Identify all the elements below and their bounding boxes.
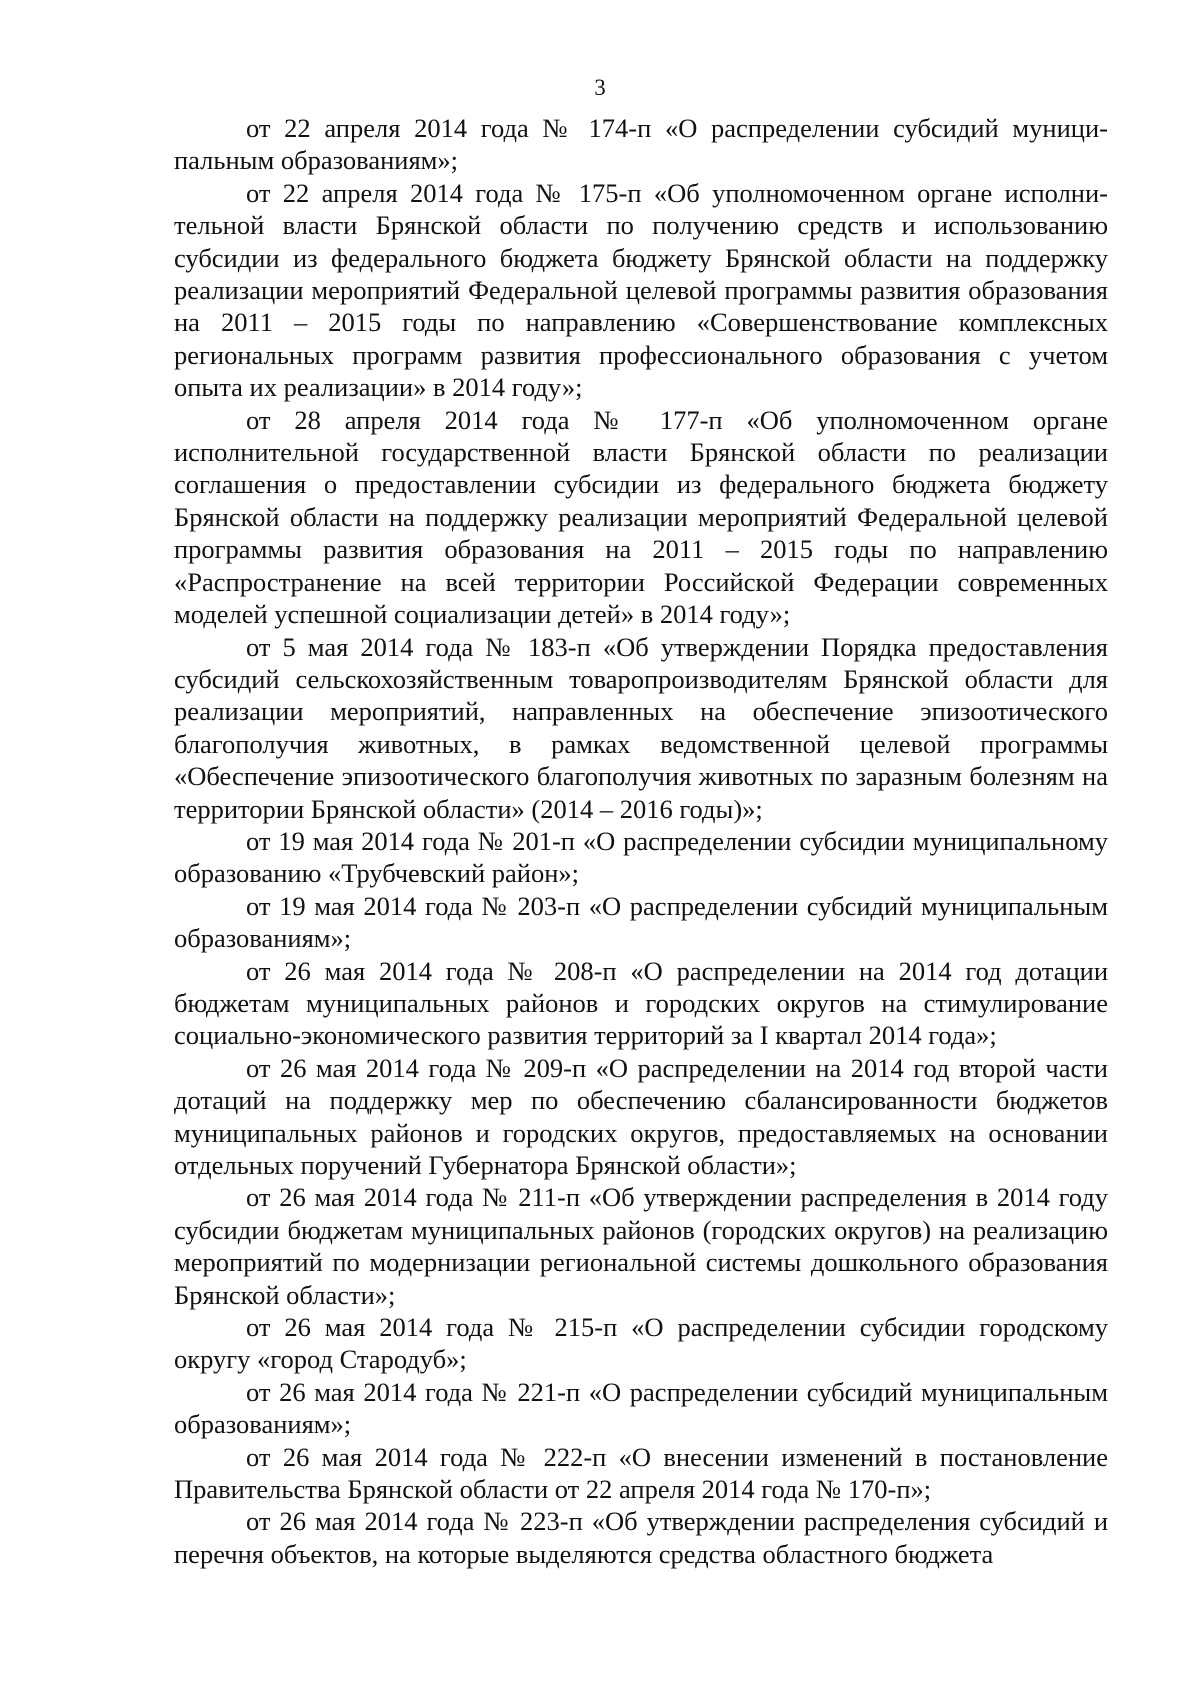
paragraph-resolution-175: от 22 апреля 2014 года № 175-п «Об уполномоченном органе исполнительной власти Брянской области по получению средств и использованию субсидии из федерального бюджета бюджету Брянской области на поддержку реализации мероприятий Федеральной целевой программы развития образования на 2011 – 2015 годы по направлению «Совершенствование комплексных региональных программ развития профессионального образования с учетом опыта их реализации» в 2014 году»; (174, 177, 1108, 403)
paragraph-resolution-203: от 19 мая 2014 года № 203-п «О распределении субсидий муниципальным образованиям»; (174, 890, 1108, 954)
paragraph-resolution-201: от 19 мая 2014 года № 201-п «О распределении субсидии муниципальному образованию «Трубчевский район»; (174, 825, 1108, 889)
paragraph-resolution-209: от 26 мая 2014 года № 209-п «О распределении на 2014 год второй части дотаций на поддержку мер по обеспечению сбалансированности бюджетов муниципальных районов и городских округов, предоставляемых на основании отдельных поручений Губернатора Брянской области»; (174, 1052, 1108, 1180)
paragraph-resolution-221: от 26 мая 2014 года № 221-п «О распределении субсидий муниципальным образованиям»; (174, 1376, 1108, 1440)
paragraph-resolution-215: от 26 мая 2014 года № 215-п «О распределении субсидии городскому округу «город Стародуб»; (174, 1312, 1108, 1375)
paragraph-resolution-222: от 26 мая 2014 года № 222-п «О внесении изменений в постановление Правительства Брянской области от 22 апреля 2014 года № 170-п»; (174, 1441, 1108, 1505)
document-body (174, 112, 1108, 1570)
paragraph-resolution-174: от 22 апреля 2014 года № 174-п «О распределении субсидий муниципальным образованиям»; (174, 113, 1108, 176)
page-number: 3 (594, 75, 606, 100)
paragraph-resolution-183: от 5 мая 2014 года № 183-п «Об утверждении Порядка предоставления субсидий сельскохозяйственным товаропроизводителям Брянской области для реализации мероприятий, направленных на обеспечение эпизоотического благополучия животных, в рамках ведомственной целевой программы «Обеспечение эпизоотического благополучия животных по заразным болезням на территории Брянской области» (2014 – 2016 годы)»; (174, 631, 1108, 824)
paragraph-resolution-223: от 26 мая 2014 года № 223-п «Об утверждении распределения субсидий и перечня объектов, на которые выделяются средства областного бюджета (174, 1506, 1108, 1569)
paragraph-resolution-208: от 26 мая 2014 года № 208-п «О распределении на 2014 год дотации бюджетам муниципальных районов и городских округов на стимулирование социально-экономического развития территорий за I квартал 2014 года»; (174, 955, 1108, 1051)
paragraph-resolution-211: от 26 мая 2014 года № 211-п «Об утверждении распределения в 2014 году субсидии бюджетам муниципальных районов (городских округов) на реализацию мероприятий по модернизации региональной системы дошкольного образования Брянской области»; (174, 1182, 1108, 1310)
paragraph-resolution-177: от 28 апреля 2014 года № 177-п «Об уполномоченном органе исполнительной государственной власти Брянской области по реализации соглашения о предоставлении субсидии из федерального бюджета бюджету Брянской области на поддержку реализации мероприятий Федеральной целевой программы развития образования на 2011 – 2015 годы по направлению «Распространение на всей территории Российской Федерации современных моделей успешной социализации детей» в 2014 году»; (174, 404, 1108, 630)
